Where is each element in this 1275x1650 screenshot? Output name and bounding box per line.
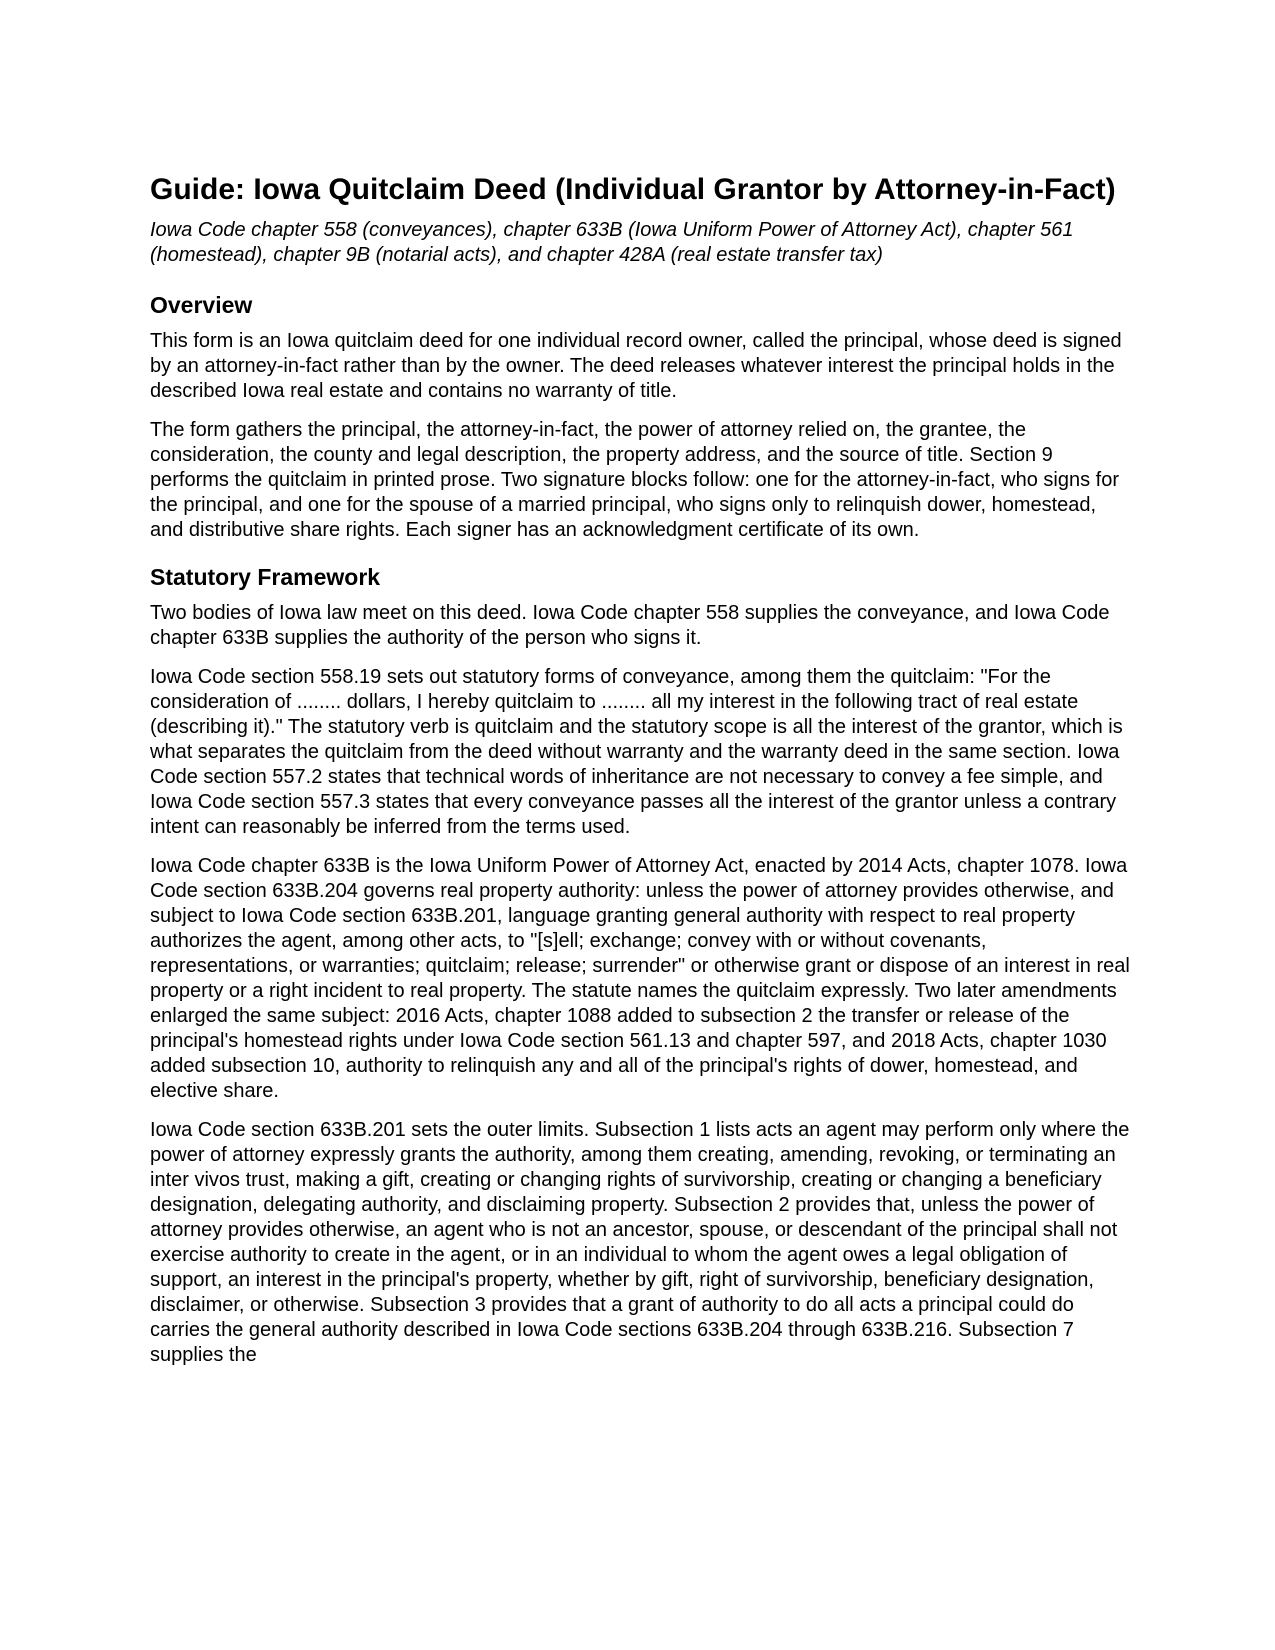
section-overview — [150, 291, 1130, 543]
document-title: Guide: Iowa Quitclaim Deed (Individual Grantor by Attorney-in-Fact) — [150, 173, 1116, 206]
paragraph: Iowa Code section 558.19 sets out statutory forms of conveyance, among them the quitclaim: "For the consideration of ........ dollars, I hereby quitclaim to ........ all my interest in the following tract of real estate (describing it)." The statutory verb is quitclaim and the statutory scope is all the interest of the grantor, which is what separates the quitclaim from the deed without warranty and the warranty deed in the same section. Iowa Code section 557.2 states that technical words of inheritance are not necessary to convey a fee simple, and Iowa Code section 557.3 states that every conveyance passes all the interest of the grantor unless a contrary intent can reasonably be inferred from the terms used. — [150, 666, 1123, 838]
paragraph: Iowa Code section 633B.201 sets the outer limits. Subsection 1 lists acts an agent may perform only where the power of attorney expressly grants the authority, among them creating, amending, revoking, or terminating an inter vivos trust, making a gift, creating or changing rights of survivorship, creating or changing a beneficiary designation, delegating authority, and disclaiming property. Subsection 2 provides that, unless the power of attorney provides otherwise, an agent who is not an ancestor, spouse, or descendant of the principal shall not exercise authority to create in the agent, or in an individual to whom the agent owes a legal obligation of support, an interest in the principal's property, whether by gift, right of survivorship, beneficiary designation, disclaimer, or otherwise. Subsection 3 provides that a grant of authority to do all acts a principal could do carries the general authority described in Iowa Code sections 633B.204 through 633B.216. Subsection 7 supplies the — [150, 1119, 1130, 1366]
paragraph: Iowa Code chapter 633B is the Iowa Uniform Power of Attorney Act, enacted by 2014 Acts, chapter 1078. Iowa Code section 633B.204 governs real property authority: unless the power of attorney provides otherwise, and subject to Iowa Code section 633B.201, language granting general authority with respect to real property authorizes the agent, among other acts, to "[s]ell; exchange; convey with or without covenants, representations, or warranties; quitclaim; release; surrender" or otherwise grant or dispose of an interest in real property or a right incident to real property. The statute names the quitclaim expressly. Two later amendments enlarged the same subject: 2016 Acts, chapter 1088 added to subsection 2 the transfer or release of the principal's homestead rights under Iowa Code section 561.13 and chapter 597, and 2018 Acts, chapter 1030 added subsection 10, authority to relinquish any and all of the principal's rights of dower, homestead, and elective share. — [150, 855, 1130, 1102]
paragraph: The form gathers the principal, the attorney-in-fact, the power of attorney relied on, the grantee, the consideration, the county and legal description, the property address, and the source of title. Section 9 performs the quitclaim in printed prose. Two signature blocks follow: one for the attorney-in-fact, who signs for the principal, and one for the spouse of a married principal, who signs only to relinquish dower, homestead, and distributive share rights. Each signer has an acknowledgment certificate of its own. — [150, 419, 1119, 541]
section-statutory-framework — [150, 563, 1130, 1368]
paragraph: Two bodies of Iowa law meet on this deed. Iowa Code chapter 558 supplies the conveyance, and Iowa Code chapter 633B supplies the authority of the person who signs it. — [150, 602, 1110, 649]
section-heading: Overview — [150, 292, 253, 318]
document-subtitle: Iowa Code chapter 558 (conveyances), chapter 633B (Iowa Uniform Power of Attorney Act), chapter 561 (homestead), chapter 9B (notarial acts), and chapter 428A (real estate transfer tax) — [150, 219, 1074, 266]
section-heading: Statutory Framework — [150, 564, 381, 590]
document-page — [150, 172, 1130, 1382]
paragraph: This form is an Iowa quitclaim deed for one individual record owner, called the principal, whose deed is signed by an attorney-in-fact rather than by the owner. The deed releases whatever interest the principal holds in the described Iowa real estate and contains no warranty of title. — [150, 330, 1122, 402]
